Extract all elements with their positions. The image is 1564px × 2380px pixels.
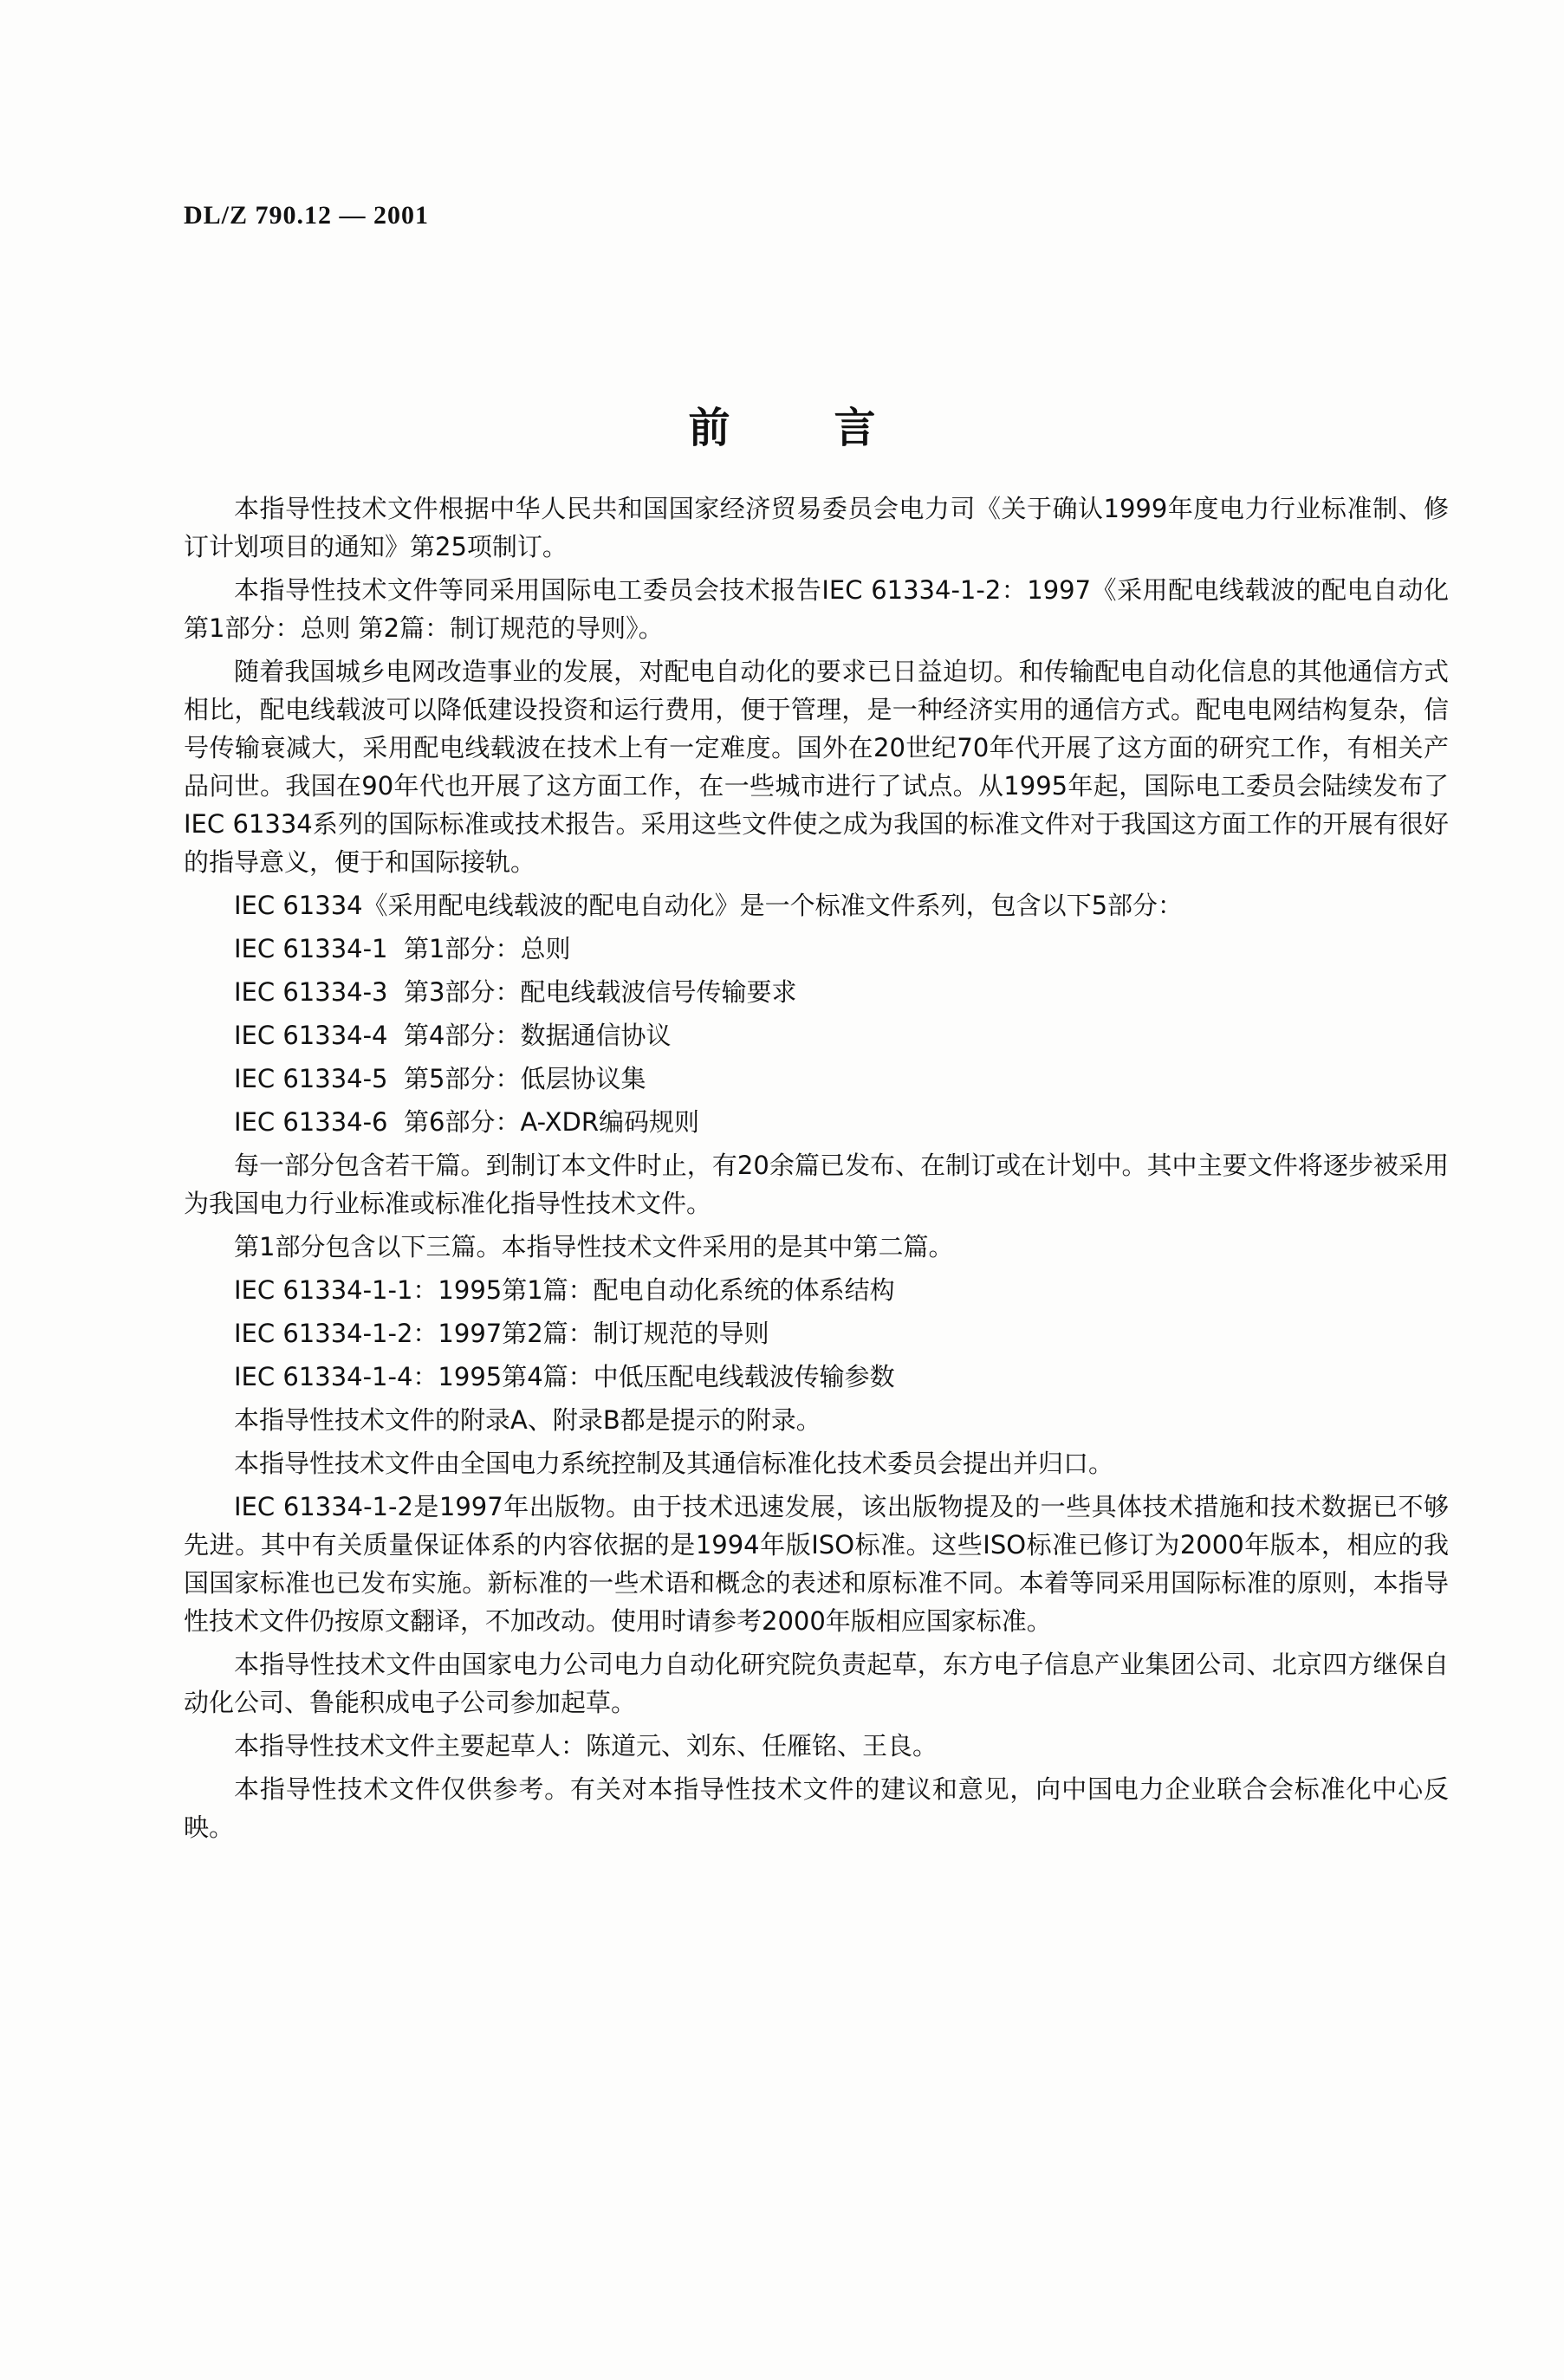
parts-list-item (184, 1016, 1449, 1054)
parts-list-item (184, 1103, 1449, 1141)
parts-list-item (184, 930, 1449, 968)
standard-desc: 第3部分：配电线载波信号传输要求 (404, 977, 797, 1007)
paragraph: 本指导性技术文件由全国电力系统控制及其通信标准化技术委员会提出并归口。 (234, 1449, 1114, 1478)
parts-list-item (184, 1060, 1449, 1098)
paragraph: 本指导性技术文件的附录A、附录B都是提示的附录。 (234, 1405, 821, 1435)
paragraph: 本指导性技术文件仅供参考。有关对本指导性技术文件的建议和意见，向中国电力企业联合会标准化中心反映。 (184, 1774, 1449, 1842)
paragraph: IEC 61334《采用配电线载波的配电自动化》是一个标准文件系列，包含以下5部分： (234, 891, 1184, 920)
sections-list-item (184, 1358, 1449, 1396)
paragraph: 本指导性技术文件由国家电力公司电力自动化研究院负责起草，东方电子信息产业集团公司、北京四方继保自动化公司、鲁能积成电子公司参加起草。 (184, 1650, 1449, 1717)
paragraph: 每一部分包含若干篇。到制订本文件时止，有20余篇已发布、在制订或在计划中。其中主要文件将逐步被采用为我国电力行业标准或标准化指导性技术文件。 (184, 1151, 1449, 1218)
foreword-body (184, 490, 1449, 1851)
page-title: 前言 (688, 404, 980, 452)
paragraph: IEC 61334-1-2是1997年出版物。由于技术迅速发展，该出版物提及的一些具体技术措施和技术数据已不够先进。其中有关质量保证体系的内容依据的是1994年版ISO标准。这些ISO标准已修订为2000年版本，相应的我国国家标准也已发布实施。新标准的一些术语和概念的表述和原标准不同。本着等同采用国际标准的原则，本指导性技术文件仍按原文翻译，不加改动。使用时请参考2000年版相应国家标准。 (184, 1492, 1449, 1636)
document-code: DL/Z 790.12 — 2001 (184, 201, 430, 230)
paragraph: 本指导性技术文件根据中华人民共和国国家经济贸易委员会电力司《关于确认1999年度电力行业标准制、修订计划项目的通知》第25项制订。 (184, 494, 1449, 561)
standard-desc: 第1部分：总则 (404, 934, 571, 963)
sections-list-item (184, 1314, 1449, 1352)
standard-code: IEC 61334-1-2：1997 (234, 1319, 503, 1348)
standard-desc: 第5部分：低层协议集 (404, 1064, 646, 1093)
standard-desc: 第6部分：A-XDR编码规则 (404, 1107, 700, 1137)
parts-list-item (184, 973, 1449, 1011)
standard-code: IEC 61334-6 (234, 1107, 388, 1137)
standard-code: IEC 61334-3 (234, 977, 388, 1007)
standard-code: IEC 61334-4 (234, 1021, 388, 1050)
sections-list-item (184, 1271, 1449, 1309)
standard-desc: 第2篇：制订规范的导则 (502, 1319, 769, 1348)
standard-code: IEC 61334-1 (234, 934, 388, 963)
paragraph: 第1部分包含以下三篇。本指导性技术文件采用的是其中第二篇。 (234, 1232, 954, 1261)
paragraph: 随着我国城乡电网改造事业的发展，对配电自动化的要求已日益迫切。和传输配电自动化信息的其他通信方式相比，配电线载波可以降低建设投资和运行费用，便于管理，是一种经济实用的通信方式。配电电网结构复杂，信号传输衰减大，采用配电线载波在技术上有一定难度。国外在20世纪70年代开展了这方面的研究工作，有相关产品问世。我国在90年代也开展了这方面工作，在一些城市进行了试点。从1995年起，国际电工委员会陆续发布了IEC 61334系列的国际标准或技术报告。采用这些文件使之成为我国的标准文件对于我国这方面工作的开展有很好的指导意义，便于和国际接轨。 (184, 657, 1449, 877)
standard-code: IEC 61334-1-4：1995 (234, 1362, 503, 1391)
standard-desc: 第1篇：配电自动化系统的体系结构 (502, 1275, 895, 1305)
paragraph: 本指导性技术文件主要起草人：陈道元、刘东、任雁铭、王良。 (234, 1731, 938, 1761)
standard-desc: 第4部分：数据通信协议 (404, 1021, 672, 1050)
paragraph: 本指导性技术文件等同采用国际电工委员会技术报告IEC 61334-1-2：1997《采用配电线载波的配电自动化 第1部分：总则 第2篇：制订规范的导则》。 (184, 575, 1449, 643)
standard-code: IEC 61334-5 (234, 1064, 388, 1093)
standard-code: IEC 61334-1-1：1995 (234, 1275, 503, 1305)
standard-desc: 第4篇：中低压配电线载波传输参数 (502, 1362, 895, 1391)
